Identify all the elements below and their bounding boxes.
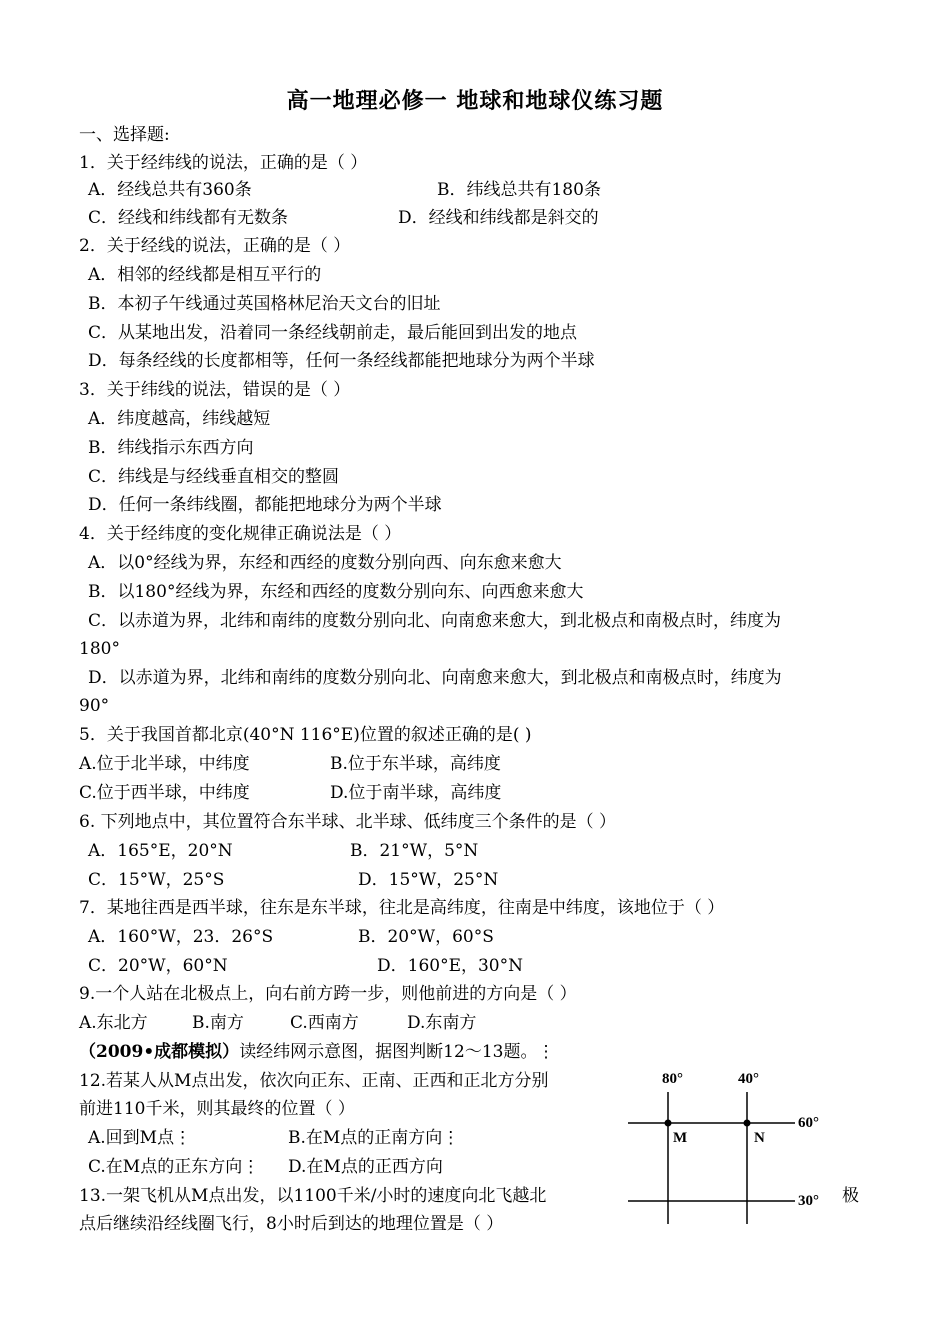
q3-option-c: C．纬线是与经线垂直相交的整圆 bbox=[88, 467, 340, 487]
q2-option-b: B．本初子午线通过英国格林尼治天文台的旧址 bbox=[88, 294, 441, 314]
q5-stem: 5．关于我国首都北京(40°N 116°E)位置的叙述正确的是( ) bbox=[79, 725, 532, 745]
q1-option-a: A．经线总共有360条 bbox=[88, 180, 252, 200]
q1-option-d: D．经线和纬线都是斜交的 bbox=[398, 208, 599, 228]
q1-option-c: C．经线和纬线都有无数条 bbox=[88, 208, 289, 228]
q13-stem-continued: 点后继续沿经线圈飞行，8小时后到达的地理位置是（ ） bbox=[79, 1214, 504, 1234]
q3-option-a: A．纬度越高，纬线越短 bbox=[88, 409, 271, 429]
q12-option-d: D.在M点的正西方向 bbox=[288, 1157, 443, 1177]
q5-option-c: C.位于西半球，中纬度 bbox=[79, 783, 250, 803]
q12-option-b: B.在M点的正南方向⋮ bbox=[288, 1128, 460, 1148]
q3-stem: 3．关于纬线的说法，错误的是（ ） bbox=[79, 380, 351, 400]
q9-stem: 9.一个人站在北极点上，向右前方跨一步，则他前进的方向是（ ） bbox=[79, 984, 577, 1004]
label-80-degrees: 80° bbox=[662, 1071, 683, 1087]
q1-option-b: B．纬线总共有180条 bbox=[437, 180, 601, 200]
label-40-degrees: 40° bbox=[738, 1071, 759, 1087]
label-point-n: N bbox=[754, 1130, 765, 1146]
label-point-m: M bbox=[673, 1130, 688, 1146]
q12-option-c: C.在M点的正东方向⋮ bbox=[88, 1157, 260, 1177]
q4-option-c: C．以赤道为界，北纬和南纬的度数分别向北、向南愈来愈大，到北极点和南极点时，纬度为 bbox=[88, 611, 782, 631]
q7-option-a: A．160°W，23．26°S bbox=[88, 927, 274, 947]
q2-option-c: C．从某地出发，沿着同一条经线朝前走，最后能回到出发的地点 bbox=[88, 323, 578, 343]
q9-option-a: A.东北方 bbox=[79, 1013, 148, 1033]
q4-option-a: A．以0°经线为界，东经和西经的度数分别向西、向东愈来愈大 bbox=[88, 553, 562, 573]
q6-option-d: D．15°W，25°N bbox=[358, 870, 499, 890]
q12-stem-continued: 前进110千米，则其最终的位置（ ） bbox=[79, 1099, 355, 1119]
q13-stem: 13.一架飞机从M点出发，以1100千米/小时的速度向北飞越北 bbox=[79, 1186, 547, 1206]
q4-option-c-continued: 180° bbox=[79, 639, 120, 659]
diagram-intro bbox=[79, 1040, 554, 1064]
q12-stem: 12.若某人从M点出发，依次向正东、正南、正西和正北方分别 bbox=[79, 1071, 549, 1091]
q12-option-a: A.回到M点⋮ bbox=[88, 1128, 192, 1148]
grid-lines bbox=[620, 1062, 870, 1232]
point-m-marker bbox=[665, 1120, 672, 1127]
q9-option-b: B.南方 bbox=[192, 1013, 244, 1033]
q7-option-c: C．20°W，60°N bbox=[88, 956, 228, 976]
q4-option-d: D．以赤道为界，北纬和南纬的度数分别向北、向南愈来愈大，到北极点和南极点时，纬度为 bbox=[88, 668, 782, 688]
q4-stem: 4．关于经纬度的变化规律正确说法是（ ） bbox=[79, 524, 402, 544]
q1-stem: 1．关于经纬线的说法，正确的是（ ） bbox=[79, 153, 368, 173]
q7-option-d: D．160°E，30°N bbox=[377, 956, 523, 976]
q2-option-a: A．相邻的经线都是相互平行的 bbox=[88, 265, 322, 285]
q3-option-b: B．纬线指示东西方向 bbox=[88, 438, 254, 458]
q6-stem: 6. 下列地点中，其位置符合东半球、北半球、低纬度三个条件的是（ ） bbox=[79, 812, 617, 832]
q4-option-b: B．以180°经线为界，东经和西经的度数分别向东、向西愈来愈大 bbox=[88, 582, 584, 602]
q3-option-d: D．任何一条纬线圈，都能把地球分为两个半球 bbox=[88, 495, 442, 515]
q6-option-c: C．15°W，25°S bbox=[88, 870, 225, 890]
point-n-marker bbox=[744, 1120, 751, 1127]
lat-lon-grid-diagram bbox=[620, 1062, 870, 1232]
q9-option-d: D.东南方 bbox=[407, 1013, 477, 1033]
q5-option-b: B.位于东半球，高纬度 bbox=[330, 754, 501, 774]
page-title: 高一地理必修一 地球和地球仪练习题 bbox=[286, 88, 664, 114]
q9-option-c: C.西南方 bbox=[290, 1013, 359, 1033]
q2-stem: 2．关于经线的说法，正确的是（ ） bbox=[79, 236, 351, 256]
q5-option-a: A.位于北半球，中纬度 bbox=[79, 754, 250, 774]
q6-option-a: A．165°E，20°N bbox=[88, 841, 233, 861]
intro-source: （2009•成都模拟） bbox=[79, 1042, 240, 1062]
section-heading: 一、选择题: bbox=[79, 125, 170, 145]
q4-option-d-continued: 90° bbox=[79, 696, 110, 716]
q7-stem: 7．某地往西是西半球，往东是东半球，往北是高纬度，往南是中纬度，该地位于（ ） bbox=[79, 898, 725, 918]
label-60-degrees: 60° bbox=[798, 1115, 819, 1131]
label-30-degrees: 30° bbox=[798, 1193, 819, 1209]
intro-text: 读经纬网示意图，据图判断12～13题。⋮ bbox=[239, 1042, 555, 1062]
q7-option-b: B．20°W，60°S bbox=[358, 927, 494, 947]
q2-option-d: D．每条经线的长度都相等，任何一条经线都能把地球分为两个半球 bbox=[88, 351, 595, 371]
q6-option-b: B．21°W，5°N bbox=[350, 841, 479, 861]
q13-stem-overflow: 极 bbox=[842, 1186, 859, 1206]
q5-option-d: D.位于南半球，高纬度 bbox=[330, 783, 502, 803]
